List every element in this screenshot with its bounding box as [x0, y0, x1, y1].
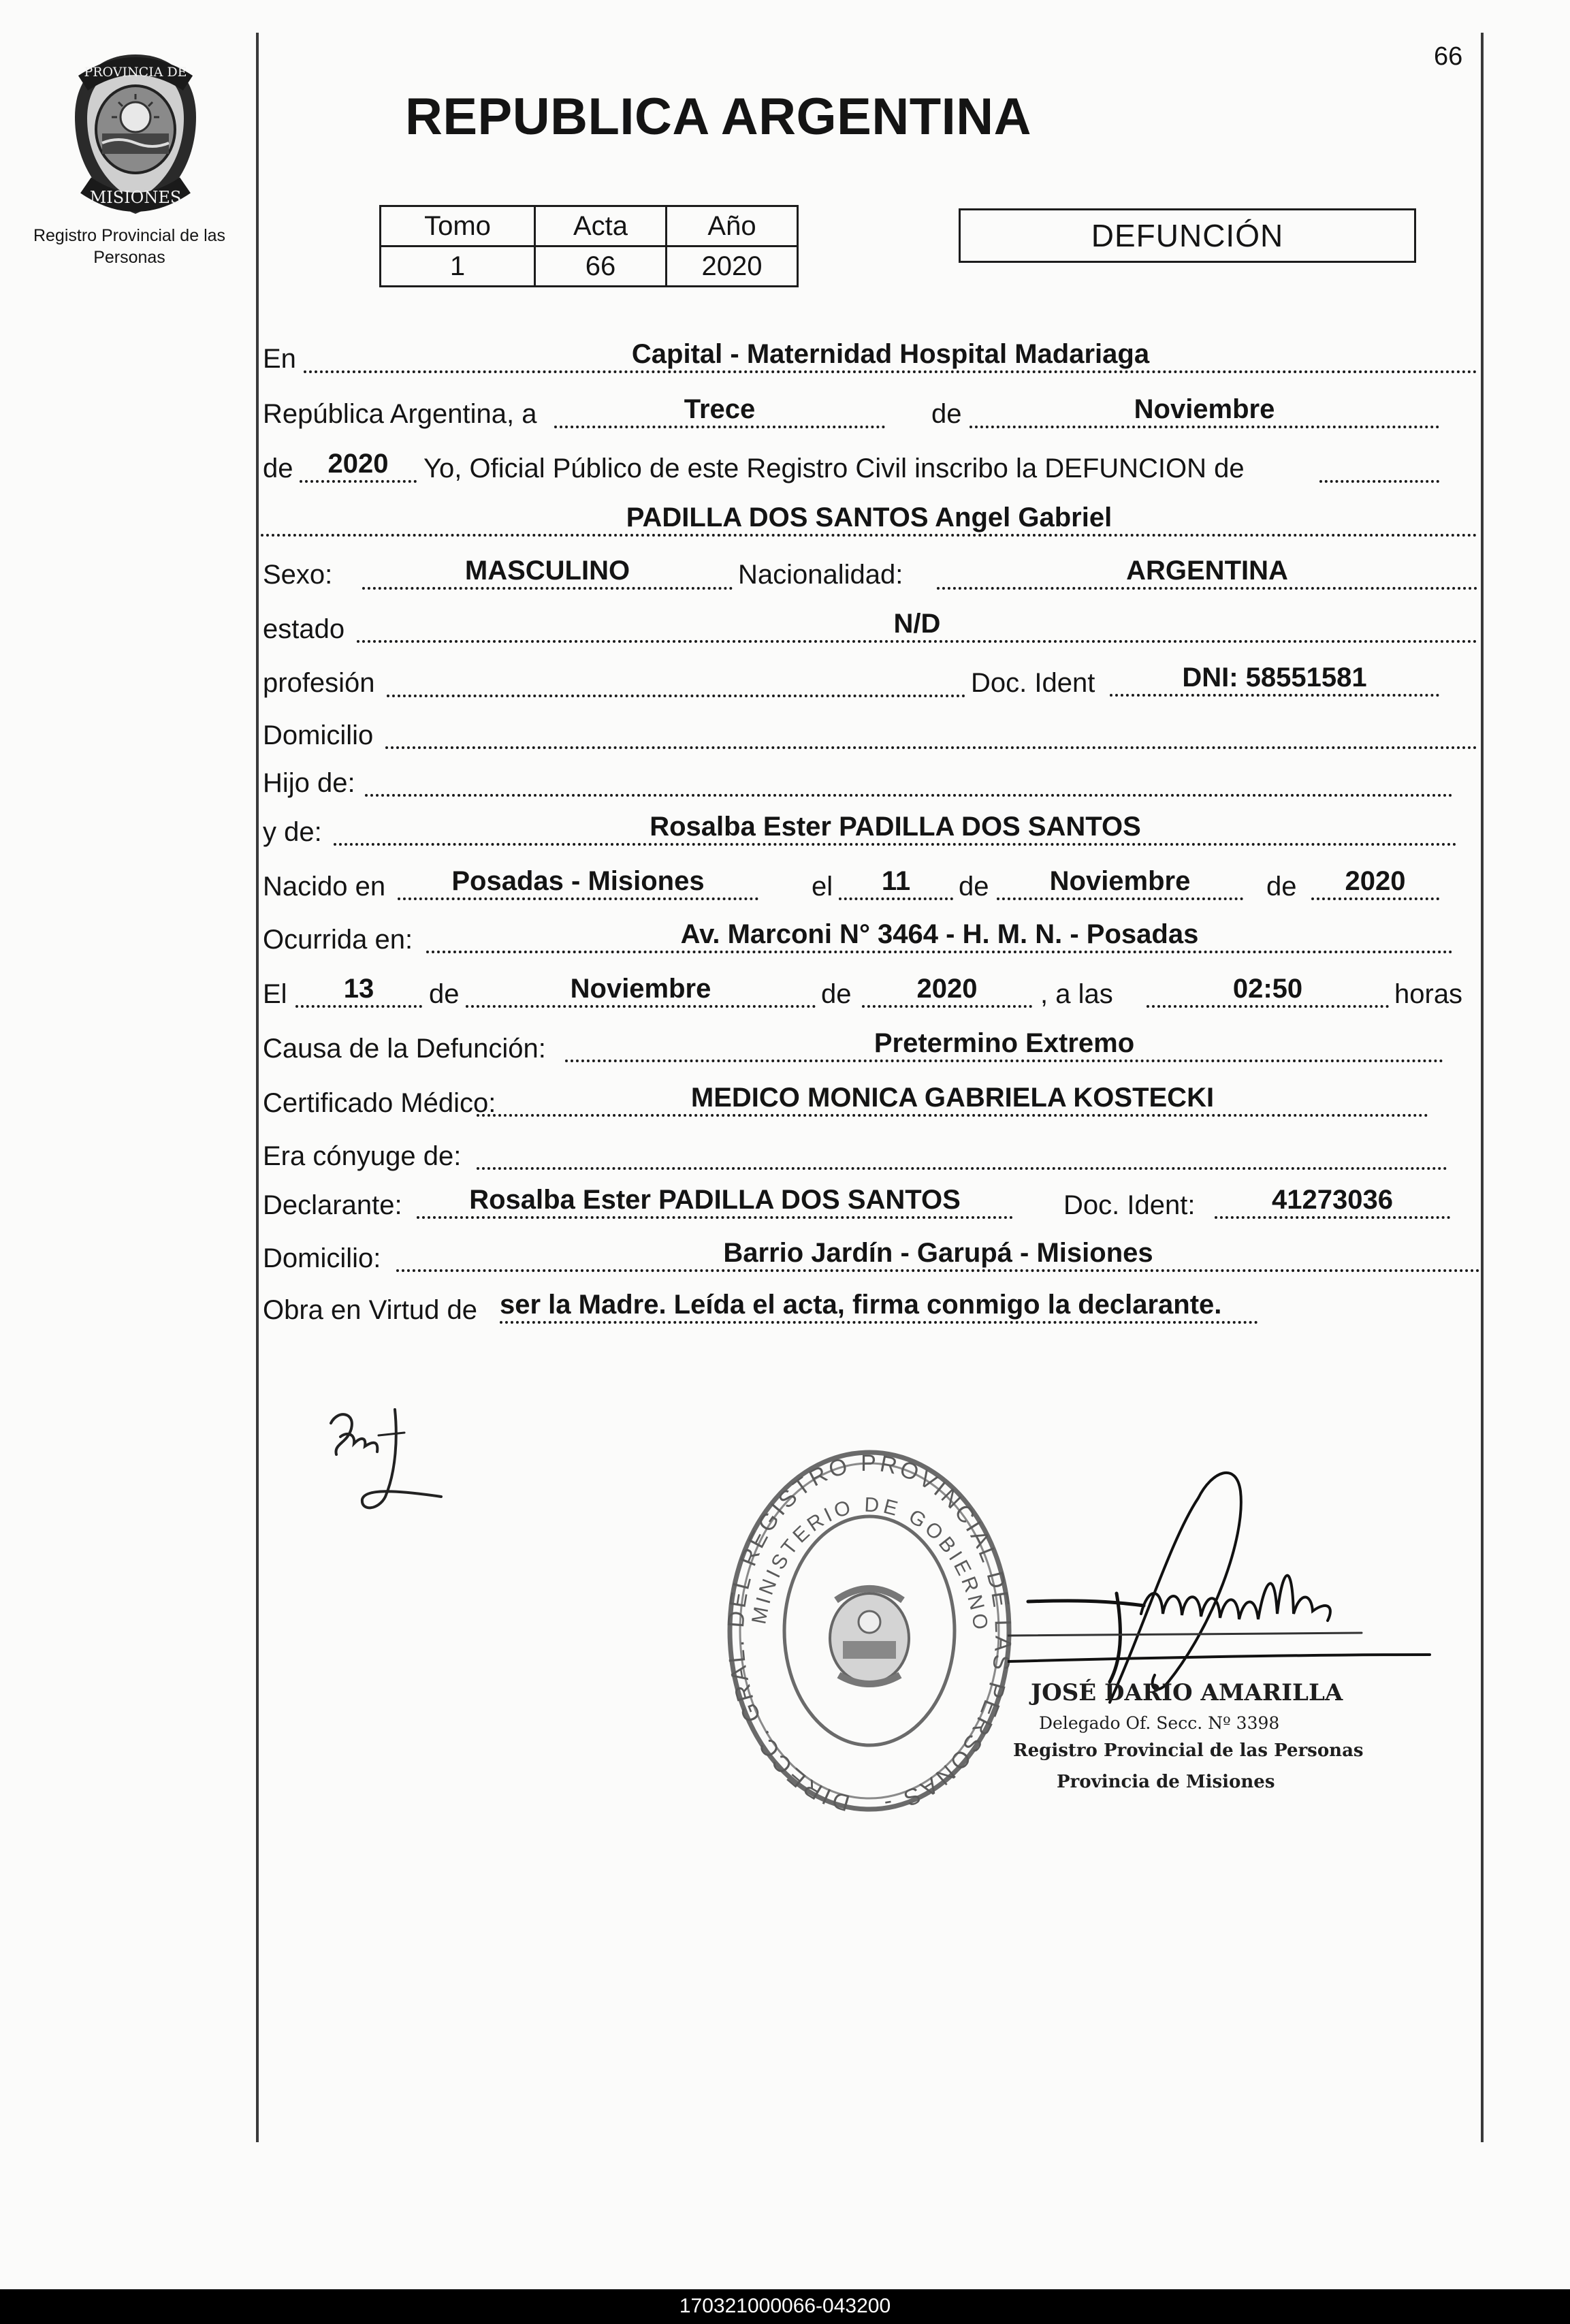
- field-obra-virtud: ser la Madre. Leída el acta, firma conmigo la declarante.: [500, 1291, 1258, 1324]
- field-domicilio: [385, 716, 1477, 749]
- official-role: Delegado Of. Secc. Nº 3398: [1039, 1713, 1280, 1733]
- label-de-fallec: de: [429, 979, 460, 1009]
- field-sexo: MASCULINO: [362, 557, 733, 590]
- label-conyuge: Era cónyuge de:: [263, 1141, 462, 1171]
- label-nacido-en: Nacido en: [263, 872, 386, 902]
- field-documento: DNI: 58551581: [1110, 664, 1439, 697]
- label-ocurrida-en: Ocurrida en:: [263, 925, 413, 955]
- label-sexo: Sexo:: [263, 560, 333, 590]
- label-nacionalidad: Nacionalidad:: [738, 560, 903, 590]
- registry-table-value-row: [381, 246, 798, 287]
- field-hijo-de: [365, 764, 1453, 797]
- label-de-fallec-anio: de: [821, 979, 852, 1009]
- field-fallec-dia: 13: [295, 975, 422, 1008]
- registry-header-acta: Acta: [535, 206, 667, 246]
- label-el-nacido: el: [812, 872, 833, 902]
- official-province: Provincia de Misiones: [1057, 1772, 1275, 1792]
- registry-value-anio: 2020: [667, 246, 798, 287]
- label-y-de: y de:: [263, 817, 322, 847]
- label-yo-oficial: Yo, Oficial Público de este Registro Civil inscribo la DEFUNCION de: [423, 453, 1245, 483]
- barcode-text: 170321000066-043200: [679, 2295, 891, 2317]
- label-de-1: de: [931, 399, 962, 429]
- field-declarante: Rosalba Ester PADILLA DOS SANTOS: [417, 1186, 1013, 1219]
- label-declarante: Declarante:: [263, 1190, 402, 1220]
- label-doc-ident-declarante: Doc. Ident:: [1063, 1190, 1196, 1220]
- stamp-coat-of-arms-icon: [830, 1589, 909, 1684]
- label-hijo-de: Hijo de:: [263, 768, 355, 798]
- svg-text:MINISTERIO DE GOBIERNO: MINISTERIO DE GOBIERNO: [748, 1493, 993, 1635]
- registry-value-acta: 66: [535, 246, 667, 287]
- field-anio-inscripcion: 2020: [300, 450, 417, 483]
- label-horas: horas: [1394, 979, 1463, 1009]
- label-de-nacido-anio: de: [1266, 872, 1297, 902]
- label-republica: República Argentina, a: [263, 399, 537, 429]
- svg-text:MISIONES: MISIONES: [89, 188, 182, 207]
- official-name: JOSÉ DARIO AMARILLA: [1031, 1679, 1343, 1706]
- label-certificado: Certificado Médico:: [263, 1088, 496, 1118]
- field-conyuge: [477, 1137, 1447, 1170]
- label-de-nacido: de: [959, 872, 989, 902]
- field-profesion: [387, 665, 965, 697]
- official-office: Registro Provincial de las Personas: [1013, 1740, 1364, 1761]
- label-causa: Causa de la Defunción:: [263, 1034, 546, 1064]
- label-domicilio: Domicilio: [263, 720, 374, 750]
- field-de-continuation: [1319, 450, 1439, 483]
- field-declarante-doc: 41273036: [1215, 1186, 1450, 1219]
- label-a-las: , a las: [1040, 979, 1113, 1009]
- field-certificado: MEDICO MONICA GABRIELA KOSTECKI: [477, 1084, 1428, 1117]
- field-y-de: Rosalba Ester PADILLA DOS SANTOS: [334, 813, 1457, 846]
- label-doc-ident: Doc. Ident: [971, 668, 1095, 698]
- field-nacido-en: Posadas - Misiones: [398, 867, 758, 900]
- label-el: El: [263, 979, 287, 1009]
- label-de-2: de: [263, 453, 293, 483]
- barcode-footer: [0, 2289, 1570, 2324]
- provincial-coat-of-arms-icon: [60, 49, 211, 219]
- registry-table-header-row: [381, 206, 798, 246]
- field-causa: Pretermino Extremo: [565, 1030, 1443, 1062]
- registry-table: [379, 205, 799, 287]
- registry-header-tomo: Tomo: [381, 206, 535, 246]
- right-margin-rule: [1481, 33, 1484, 2142]
- label-estado: estado: [263, 614, 345, 644]
- field-fallecido: PADILLA DOS SANTOS Angel Gabriel: [261, 504, 1477, 537]
- field-estado: N/D: [357, 610, 1477, 643]
- svg-text:DIRECC. GRAL. DEL REGISTRO PRO: DIRECC. GRAL. DEL REGISTRO PROVINCIAL DE LAS PERSONAS -: [722, 1450, 1016, 1817]
- registry-value-tomo: 1: [381, 246, 535, 287]
- document-type-box: DEFUNCIÓN: [959, 208, 1416, 263]
- institution-name: Registro Provincial de las Personas: [33, 226, 226, 267]
- left-margin-rule: [256, 33, 259, 2142]
- label-profesion: profesión: [263, 668, 375, 698]
- field-lugar: Capital - Maternidad Hospital Madariaga: [304, 340, 1477, 373]
- field-nacido-mes: Noviembre: [997, 867, 1243, 900]
- field-fallec-anio: 2020: [862, 975, 1032, 1008]
- official-round-stamp: [716, 1444, 1023, 1818]
- field-fallec-mes: Noviembre: [466, 975, 816, 1008]
- field-ocurrida-en: Av. Marconi N° 3464 - H. M. N. - Posadas: [426, 921, 1453, 953]
- declarant-signature: [320, 1396, 456, 1525]
- label-obra-virtud: Obra en Virtud de: [263, 1295, 478, 1325]
- svg-text:PROVINCIA DE: PROVINCIA DE: [84, 65, 187, 80]
- field-hora: 02:50: [1147, 975, 1389, 1008]
- field-dia-inscripcion: Trece: [554, 396, 885, 428]
- field-declarante-domicilio: Barrio Jardín - Garupá - Misiones: [396, 1239, 1480, 1272]
- label-en: En: [263, 344, 296, 374]
- page-title: REPUBLICA ARGENTINA: [404, 88, 1032, 146]
- field-nacido-anio: 2020: [1311, 867, 1439, 900]
- label-domicilio-declarante: Domicilio:: [263, 1243, 381, 1273]
- field-nacionalidad: ARGENTINA: [937, 557, 1477, 590]
- page-number: 66: [1434, 42, 1463, 71]
- field-nacido-dia: 11: [839, 867, 953, 900]
- field-mes-inscripcion: Noviembre: [970, 396, 1439, 428]
- registry-header-anio: Año: [667, 206, 798, 246]
